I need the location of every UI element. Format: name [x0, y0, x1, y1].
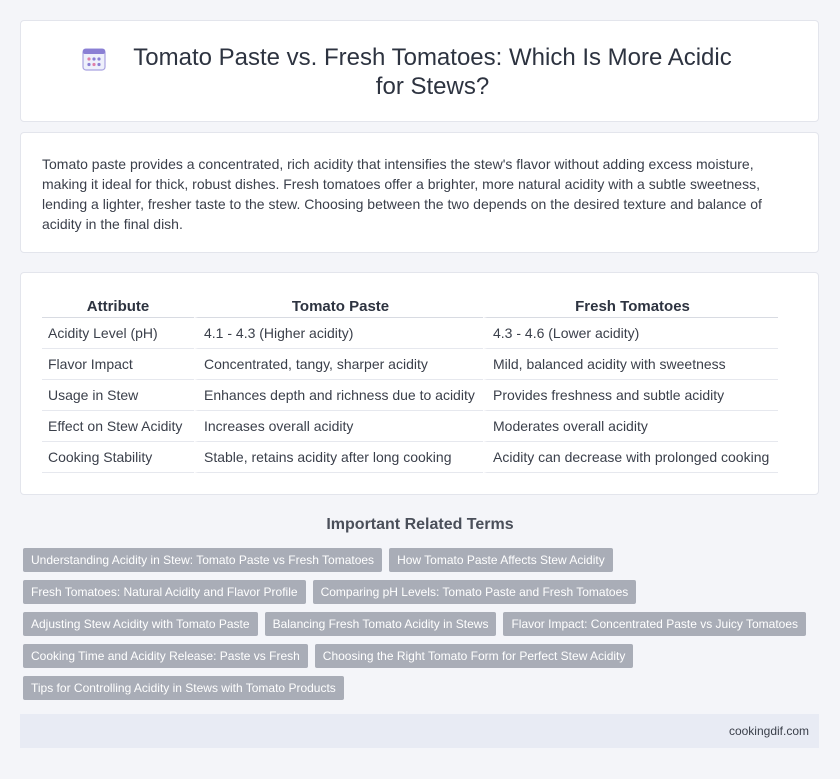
summary-text: Tomato paste provides a concentrated, rich acidity that intensifies the stew's flavor without adding excess moisture, making it ideal for thick, robust dishes. Fresh tomatoes offer a brighter, more natural acidity with a subtle sweetness, lending a lighter, fresher taste to the stew. Choosing between the two depends on the desired texture and balance of acidity in the final dish.: [42, 156, 762, 232]
related-term-tag[interactable]: Balancing Fresh Tomato Acidity in Stews: [265, 612, 497, 636]
table-cell: Increases overall acidity: [194, 411, 483, 442]
related-term-tag[interactable]: Cooking Time and Acidity Release: Paste vs Fresh: [23, 644, 308, 668]
table-row: [42, 380, 778, 411]
table-cell: Flavor Impact: [42, 349, 194, 380]
related-terms-list: [23, 548, 823, 708]
related-term-tag[interactable]: Choosing the Right Tomato Form for Perfect Stew Acidity: [315, 644, 634, 668]
title-card: [20, 20, 819, 122]
table-cell: Effect on Stew Acidity: [42, 411, 194, 442]
header-fresh-tomatoes: Fresh Tomatoes: [483, 296, 778, 318]
header-tomato-paste: Tomato Paste: [194, 296, 483, 318]
table-header-row: [42, 296, 778, 318]
header-attribute: Attribute: [42, 296, 194, 318]
table-cell: Acidity can decrease with prolonged cooking: [483, 442, 778, 473]
footer-site-link[interactable]: cookingdif.com: [728, 724, 809, 738]
related-term-tag[interactable]: Fresh Tomatoes: Natural Acidity and Flavor Profile: [23, 580, 306, 604]
table-cell: Provides freshness and subtle acidity: [483, 380, 778, 411]
related-term-tag[interactable]: Tips for Controlling Acidity in Stews with Tomato Products: [23, 676, 344, 700]
table-cell: Stable, retains acidity after long cooking: [194, 442, 483, 473]
related-term-tag[interactable]: Understanding Acidity in Stew: Tomato Paste vs Fresh Tomatoes: [23, 548, 382, 572]
table-cell: Mild, balanced acidity with sweetness: [483, 349, 778, 380]
table-row: [42, 411, 778, 442]
related-term-tag[interactable]: Comparing pH Levels: Tomato Paste and Fresh Tomatoes: [313, 580, 637, 604]
table-cell: Acidity Level (pH): [42, 318, 194, 349]
related-terms-heading: Important Related Terms: [326, 516, 514, 533]
summary-card: [20, 132, 819, 253]
related-term-tag[interactable]: Flavor Impact: Concentrated Paste vs Juicy Tomatoes: [503, 612, 806, 636]
table-cell: 4.1 - 4.3 (Higher acidity): [194, 318, 483, 349]
table-cell: Concentrated, tangy, sharper acidity: [194, 349, 483, 380]
table-row: [42, 442, 778, 473]
comparison-table: [42, 296, 778, 473]
table-row: [42, 349, 778, 380]
table-cell: Usage in Stew: [42, 380, 194, 411]
table-row: [42, 318, 778, 349]
footer: [20, 714, 819, 748]
related-term-tag[interactable]: Adjusting Stew Acidity with Tomato Paste: [23, 612, 258, 636]
table-cell: 4.3 - 4.6 (Lower acidity): [483, 318, 778, 349]
comparison-table-card: [20, 272, 819, 495]
related-term-tag[interactable]: How Tomato Paste Affects Stew Acidity: [389, 548, 613, 572]
table-cell: Moderates overall acidity: [483, 411, 778, 442]
page-title: Tomato Paste vs. Fresh Tomatoes: Which Is More Acidic for Stews?: [133, 44, 732, 100]
table-cell: Enhances depth and richness due to acidity: [194, 380, 483, 411]
table-cell: Cooking Stability: [42, 442, 194, 473]
